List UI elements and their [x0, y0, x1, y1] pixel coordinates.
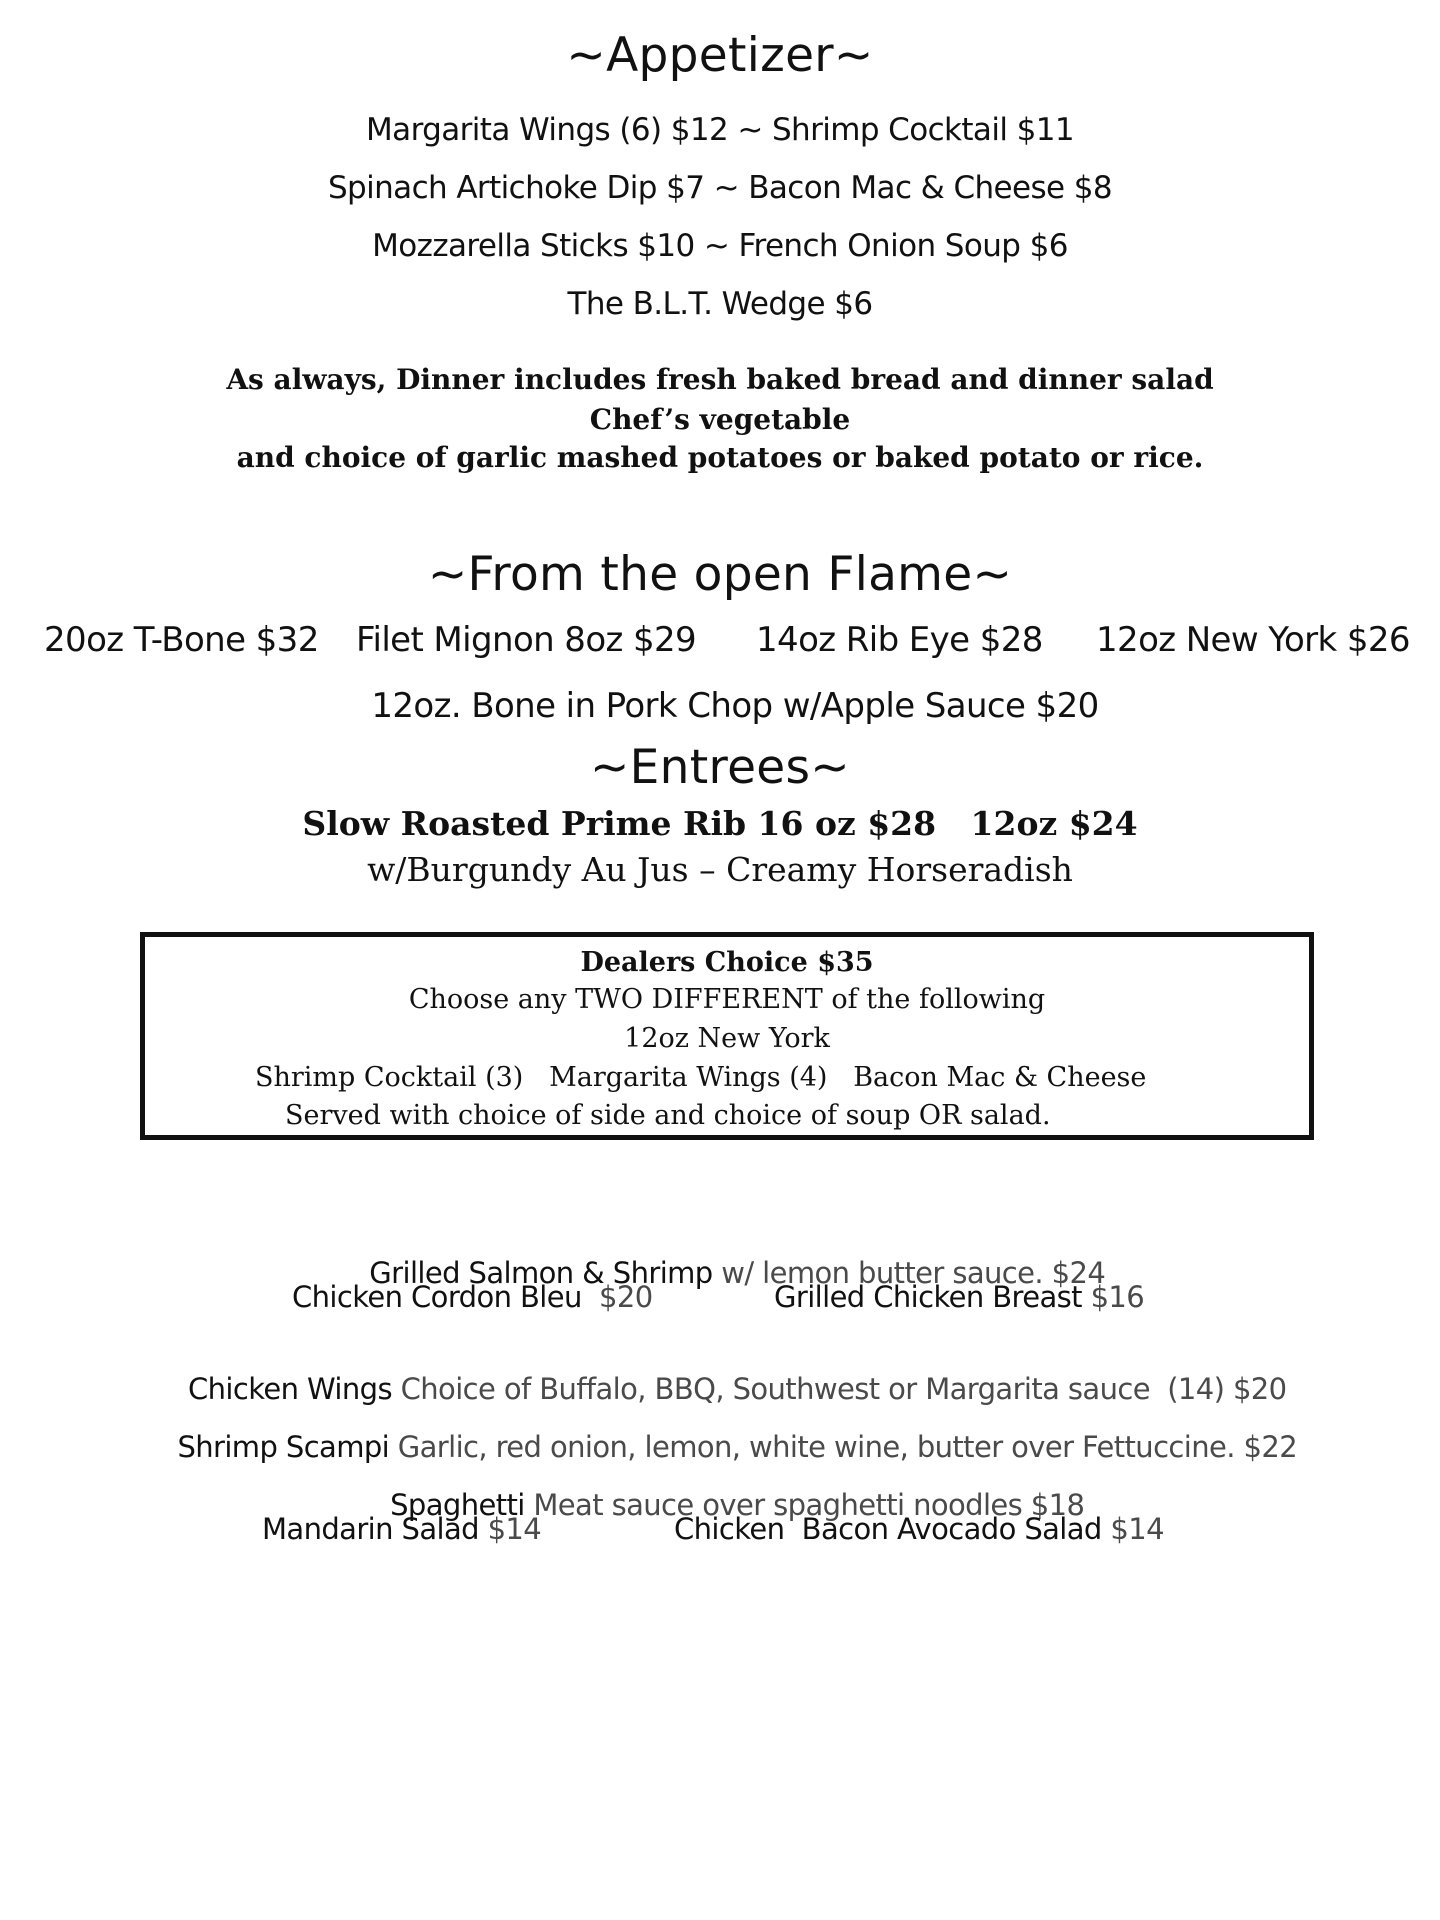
- entree-salmon-name: Grilled Salmon & Shrimp: [369, 1256, 713, 1290]
- appetizer-line-1: Margarita Wings (6) $12 ~ Shrimp Cocktail $11: [366, 112, 1074, 148]
- entree-cordon-bleu-name: Chicken Cordon Bleu: [292, 1280, 582, 1314]
- flame-item-tbone: 20oz T-Bone $32: [44, 620, 319, 660]
- entree-avocado-desc: $14: [1101, 1512, 1164, 1546]
- entree-grilled-chicken-name: Grilled Chicken Breast: [774, 1280, 1082, 1314]
- flame-item-newyork: 12oz New York $26: [1096, 620, 1410, 660]
- entree-cordon-bleu: [292, 1280, 653, 1314]
- entree-mandarin: [262, 1512, 541, 1546]
- prime-rib-sub: w/Burgundy Au Jus – Creamy Horseradish: [367, 850, 1073, 889]
- appetizer-heading: ~Appetizer~: [566, 28, 874, 83]
- entree-avocado: [674, 1512, 1164, 1546]
- dealers-choice-line-3: Shrimp Cocktail (3) Margarita Wings (4) Bacon Mac & Cheese: [255, 1062, 1147, 1093]
- appetizer-line-2: Spinach Artichoke Dip $7 ~ Bacon Mac & Cheese $8: [327, 170, 1113, 206]
- appetizer-line-3: Mozzarella Sticks $10 ~ French Onion Soup $6: [372, 228, 1068, 264]
- dinner-note-line-2: Chef’s vegetable: [589, 403, 851, 436]
- entree-grilled-chicken: [774, 1280, 1144, 1314]
- entree-spaghetti-desc: Meat sauce over spaghetti noodles $18: [524, 1488, 1085, 1522]
- dealers-choice-title: Dealers Choice $35: [580, 947, 874, 978]
- entree-wings-name: Chicken Wings: [187, 1372, 392, 1406]
- appetizer-line-4: The B.L.T. Wedge $6: [567, 286, 873, 322]
- entree-scampi-name: Shrimp Scampi: [177, 1430, 390, 1464]
- entree-scampi-desc: Garlic, red onion, lemon, white wine, butter over Fettuccine. $22: [389, 1430, 1298, 1464]
- flame-item-ribeye: 14oz Rib Eye $28: [756, 620, 1043, 660]
- entree-salmon-desc: w/ lemon butter sauce. $24: [712, 1256, 1106, 1290]
- prime-rib-line: Slow Roasted Prime Rib 16 oz $28 12oz $24: [302, 804, 1138, 843]
- entree-grilled-chicken-desc: $16: [1081, 1280, 1145, 1314]
- dealers-choice-line-1: Choose any TWO DIFFERENT of the following: [408, 984, 1046, 1015]
- entree-salmon: [0, 1222, 1440, 1324]
- entree-wings-desc: Choice of Buffalo, BBQ, Southwest or Margarita sauce (14) $20: [392, 1372, 1287, 1406]
- flame-pork-chop: 12oz. Bone in Pork Chop w/Apple Sauce $20: [371, 686, 1099, 726]
- entree-mandarin-desc: $14: [478, 1512, 542, 1546]
- entree-avocado-name: Chicken Bacon Avocado Salad: [674, 1512, 1102, 1546]
- dealers-choice-box: [140, 932, 1314, 1140]
- dinner-note-line-1: As always, Dinner includes fresh baked bread and dinner salad: [226, 363, 1214, 396]
- flame-item-filet: Filet Mignon 8oz $29: [356, 620, 697, 660]
- entrees-heading: ~Entrees~: [590, 740, 850, 795]
- dealers-choice-line-4: Served with choice of side and choice of soup OR salad.: [285, 1100, 1051, 1131]
- entree-mandarin-name: Mandarin Salad: [262, 1512, 479, 1546]
- entree-cordon-bleu-desc: $20: [581, 1280, 653, 1314]
- entree-spaghetti-name: Spaghetti: [390, 1488, 525, 1522]
- dinner-note-line-3: and choice of garlic mashed potatoes or baked potato or rice.: [236, 441, 1204, 474]
- dealers-choice-line-2: 12oz New York: [624, 1023, 830, 1054]
- flame-heading: ~From the open Flame~: [427, 547, 1013, 602]
